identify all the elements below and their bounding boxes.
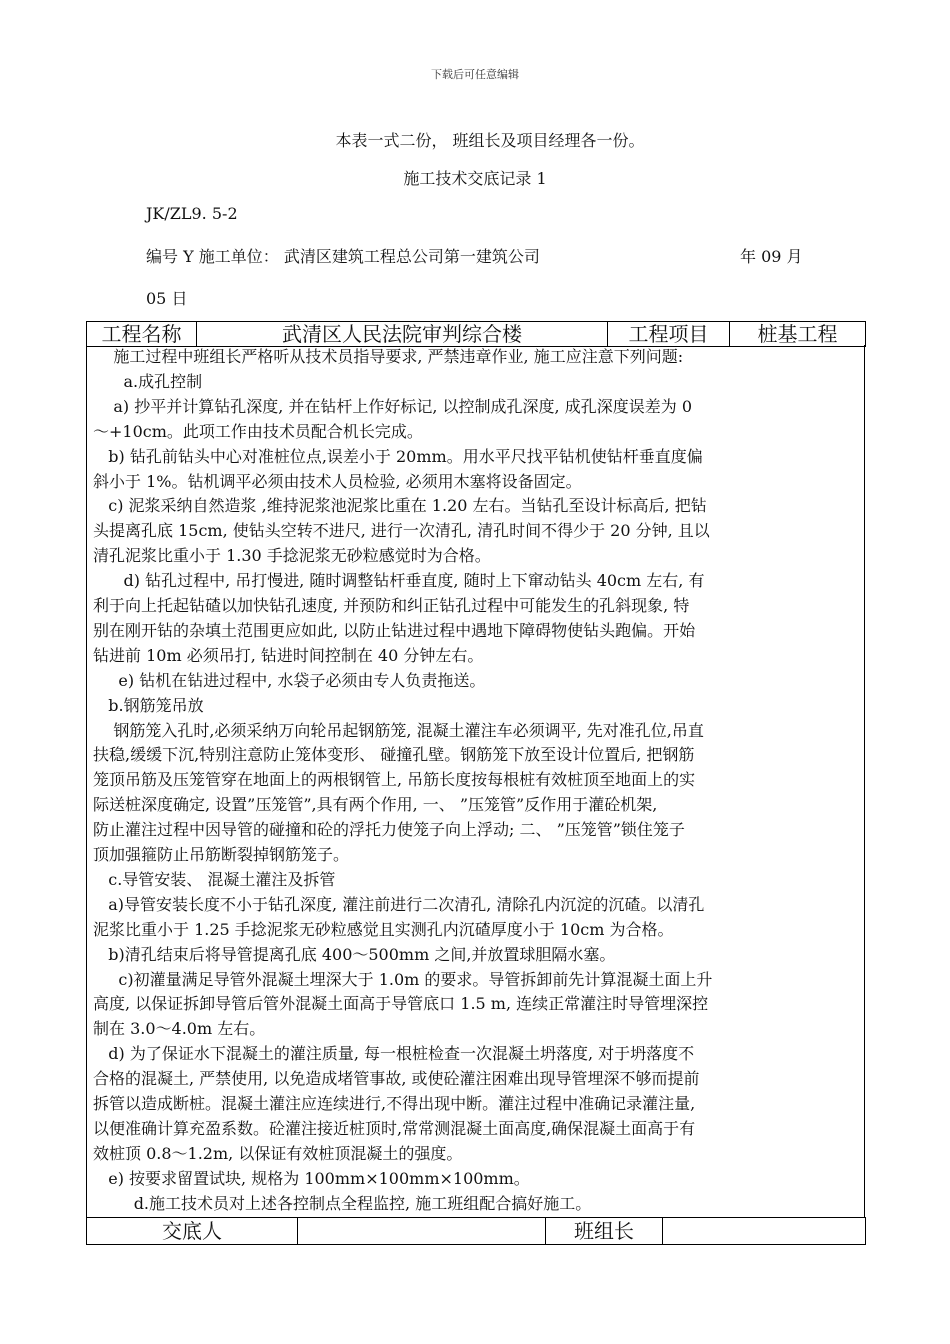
content-line: a) 抄平并计算钻孔深度, 并在钻杆上作好标记, 以控制成孔深度, 成孔深度误差为 0 [93, 396, 692, 416]
content-line: b) 钻孔前钻头中心对准桩位点,误差小于 20mm。用水平尺找平钻机使钻杆垂直度偏 [93, 446, 703, 466]
content-line: ～+10cm。此项工作由技术员配合机长完成。 [93, 421, 423, 441]
content-line: 以便准确计算充盈系数。砼灌注接近桩顶时,常常测混凝土面高度,确保混凝土面高于有 [93, 1118, 696, 1138]
content-line: 钢筋笼入孔时,必须采纳万向轮吊起钢筋笼, 混凝土灌注车必须调平, 先对准孔位,吊直 [93, 720, 704, 740]
content-line: 防止灌注过程中因导管的碰撞和砼的浮托力使笼子向上浮动; 二、 ”压笼管”锁住笼子 [93, 820, 685, 840]
content-line: 合格的混凝土, 严禁使用, 以免造成堵管事故, 或使砼灌注困难出现导管埋深不够而提前 [93, 1069, 700, 1089]
content-line: c) 泥浆采纳自然造浆 ,维持泥浆池泥浆比重在 1.20 左右。当钻孔至设计标高后, 把钻 [93, 496, 707, 516]
content-line: b)清孔结束后将导管提离孔底 400～500mm 之间,并放置球胆隔水塞。 [93, 944, 616, 964]
content-line: 钻进前 10m 必须吊打, 钻进时间控制在 40 分钟左右。 [93, 645, 484, 665]
handover-content [86, 345, 865, 1217]
label-project-item: 工程项目 [608, 322, 730, 347]
copies-note: 本表一式二份， 班组长及项目经理各一份。 [335, 131, 645, 150]
team-leader-field[interactable] [663, 1218, 866, 1245]
content-line: 拆管以造成断桩。混凝土灌注应连续进行,不得出现中断。灌注过程中准确记录灌注量, [93, 1094, 696, 1113]
content-line: 头提离孔底 15cm, 使钻头空转不进尺, 进行一次清孔, 清孔时间不得少于 20 分钟, 且以 [93, 521, 710, 541]
content-line: 清孔泥浆比重小于 1.30 手捻泥浆无砂粒感觉时为合格。 [93, 546, 491, 566]
date-day: 05 日 [146, 289, 188, 308]
document-code: JK/ZL9. 5-2 [146, 204, 238, 223]
content-line: c)初灌量满足导管外混凝土埋深大于 1.0m 的要求。导管拆卸前先计算混凝土面上升 [93, 969, 713, 989]
content-line: 斜小于 1%。钻机调平必须由技术人员检验, 必须用木塞将设备固定。 [93, 471, 582, 491]
handover-person-field[interactable] [298, 1218, 546, 1245]
project-name-value: 武清区人民法院审判综合楼 [197, 322, 608, 347]
content-line: 高度, 以保证拆卸导管后管外混凝土面高于导管底口 1.5 m, 连续正常灌注时导管埋深控 [93, 994, 709, 1014]
header-table [86, 321, 866, 347]
content-line: 利于向上托起钻碴以加快钻孔速度, 并预防和纠正钻孔过程中可能发生的孔斜现象, 特 [93, 596, 690, 615]
content-line: d) 为了保证水下混凝土的灌注质量, 每一根桩检查一次混凝土坍落度, 对于坍落度不 [93, 1044, 695, 1064]
content-line: 别在刚开钻的杂填土范围更应如此, 以防止钻进过程中遇地下障碍物使钻头跑偏。开始 [93, 620, 696, 640]
content-line: 泥浆比重小于 1.25 手捻泥浆无砂粒感觉且实测孔内沉碴厚度小于 10cm 为合格。 [93, 919, 674, 939]
content-line: 际送桩深度确定, 设置”压笼管”,具有两个作用, 一、 ”压笼管”反作用于灌砼机架, [93, 795, 658, 815]
content-line: e) 按要求留置试块, 规格为 100mm×100mm×100mm。 [93, 1168, 530, 1188]
content-line: 顶加强箍防止吊筋断裂掉钢筋笼子。 [93, 845, 350, 864]
date-year-month: 年 09 月 [740, 247, 803, 266]
content-line: 制在 3.0～4.0m 左右。 [93, 1019, 266, 1039]
document-title: 施工技术交底记录 1 [403, 169, 547, 188]
project-item-value: 桩基工程 [730, 322, 866, 347]
content-line: 笼顶吊筋及压笼管穿在地面上的两根钢管上, 吊筋长度按每根桩有效桩顶至地面上的实 [93, 770, 696, 790]
content-line: a.成孔控制 [93, 371, 203, 391]
content-line: 施工过程中班组长严格听从技术员指导要求, 严禁违章作业, 施工应注意下列问题: [93, 347, 684, 366]
content-line: c.导管安装、 混凝土灌注及拆管 [93, 869, 336, 889]
content-line: e) 钻机在钻进过程中, 水袋子必须由专人负责拖送。 [93, 670, 486, 690]
footer-table [86, 1217, 866, 1245]
content-line: d.施工技术员对上述各控制点全程监控, 施工班组配合搞好施工。 [93, 1193, 592, 1213]
content-line: d) 钻孔过程中, 吊打慢进, 随时调整钻杆垂直度, 随时上下窜动钻头 40cm 左右, 有 [93, 571, 705, 591]
content-line: 扶稳,缓缓下沉,特别注意防止笼体变形、 碰撞孔壁。钢筋笼下放至设计位置后, 把钢筋 [93, 745, 695, 765]
content-line: b.钢筋笼吊放 [93, 695, 204, 715]
content-line: 效桩顶 0.8～1.2m, 以保证有效桩顶混凝土的强度。 [93, 1143, 463, 1163]
watermark-text: 下载后可任意编辑 [431, 68, 519, 81]
unit-line: 编号 Y 施工单位： 武清区建筑工程总公司第一建筑公司 [146, 247, 540, 266]
label-project-name: 工程名称 [87, 322, 197, 347]
label-team-leader: 班组长 [546, 1218, 663, 1245]
content-line: a)导管安装长度不小于钻孔深度, 灌注前进行二次清孔, 清除孔内沉淀的沉碴。以清孔 [93, 894, 705, 914]
label-handover-person: 交底人 [87, 1218, 298, 1245]
